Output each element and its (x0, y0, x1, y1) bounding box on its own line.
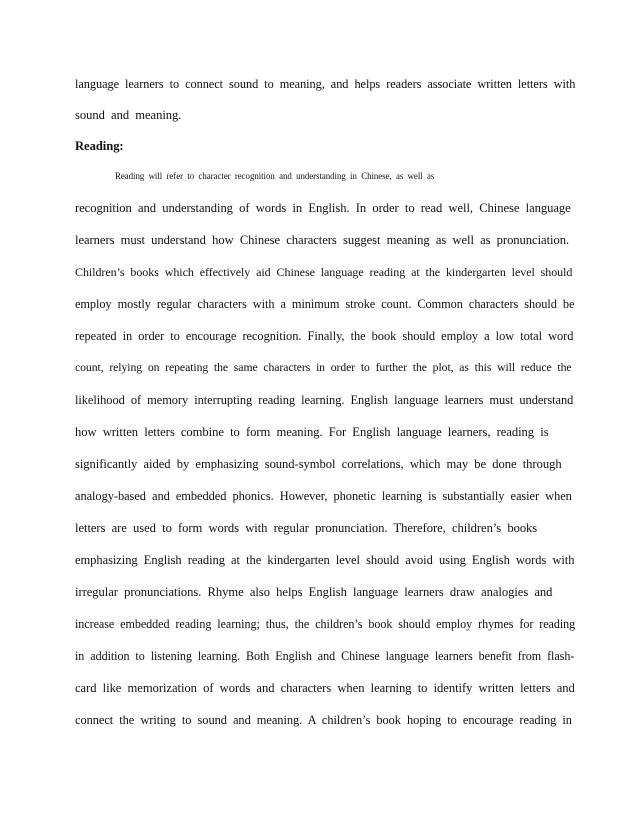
paragraph-line-4: Children’s books which effectively aid Chinese language reading at the kindergarten level should (75, 265, 573, 279)
paragraph-line-2: recognition and understanding of words in English. In order to read well, Chinese language (75, 201, 571, 215)
paragraph-line-8: likelihood of memory interrupting reading learning. English language learners must understand (75, 393, 574, 407)
paragraph-line-13: emphasizing English reading at the kindergarten level should avoid using English words with (75, 553, 575, 567)
intro-line-1: language learners to connect sound to meaning, and helps readers associate written letters with (75, 77, 576, 91)
paragraph-line-6: repeated in order to encourage recognition. Finally, the book should employ a low total word (75, 329, 574, 343)
paragraph-line-3: learners must understand how Chinese characters suggest meaning as well as pronunciation. (75, 233, 570, 247)
paragraph-line-5: employ mostly regular characters with a minimum stroke count. Common characters should be (75, 297, 575, 311)
paragraph-line-14: irregular pronunciations. Rhyme also helps English language learners draw analogies and (75, 585, 553, 599)
paragraph-line-12: letters are used to form words with regular pronunciation. Therefore, children’s books (75, 521, 538, 535)
paragraph-line-16: in addition to listening learning. Both English and Chinese language learners benefit from flash- (75, 649, 575, 663)
paragraph-line-11: analogy-based and embedded phonics. However, phonetic learning is substantially easier when (75, 489, 572, 503)
paragraph-line-17: card like memorization of words and characters when learning to identify written letters and (75, 681, 575, 695)
paragraph-line-10: significantly aided by emphasizing sound-symbol correlations, which may be done through (75, 457, 562, 471)
paragraph-line-15: increase embedded reading learning; thus, the children’s book should employ rhymes for reading (75, 617, 576, 631)
section-heading: Reading: (75, 139, 124, 153)
intro-line-2: sound and meaning. (75, 108, 182, 122)
paragraph-line-9: how written letters combine to form meaning. For English language learners, reading is (75, 425, 549, 439)
paragraph-line-18: connect the writing to sound and meaning. A children’s book hoping to encourage reading in (75, 713, 572, 727)
paragraph-line-1: Reading will refer to character recognition and understanding in Chinese, as well as (115, 171, 435, 181)
paragraph-line-7: count, relying on repeating the same characters in order to further the plot, as this will reduce the (75, 361, 572, 374)
